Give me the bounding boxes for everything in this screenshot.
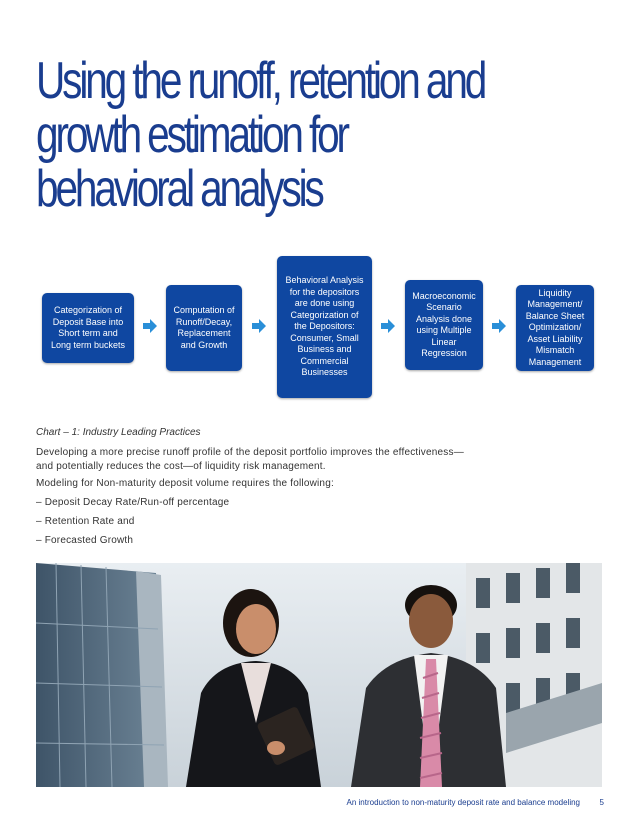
page-number: 5 [599,798,604,807]
title-line-1: Using the runoff, retention and [36,52,485,110]
flow-step-4: Macroeconomic Scenario Analysis done using Multiple Linear Regression [405,280,483,370]
arrow-right-icon [380,318,396,334]
footer-text: An introduction to non-maturity deposit rate and balance modeling [346,798,580,807]
business-people-photo [36,563,602,787]
flow-step-3: Behavioral Analysis for the depositors are done using Categorization of the Depositors: Consumer, Small Business and Commercial Businesses [277,256,372,398]
arrow-right-icon [251,318,267,334]
body-paragraph-2: Modeling for Non-maturity deposit volume requires the following: [36,478,334,489]
flow-step-5: Liquidity Management/ Balance Sheet Optimization/ Asset Liability Mismatch Management [516,285,594,371]
arrow-right-icon [142,318,158,334]
photo-illustration [36,563,602,787]
chart-caption: Chart – 1: Industry Leading Practices [36,427,201,438]
list-item: – Forecasted Growth [36,535,134,546]
title-line-2: growth estimation for [36,106,347,164]
flow-step-1: Categorization of Deposit Base into Short term and Long term buckets [42,293,134,363]
list-item: – Deposit Decay Rate/Run-off percentage [36,497,230,508]
flow-step-2: Computation of Runoff/Decay, Replacement and Growth [166,285,242,371]
arrow-right-icon [491,318,507,334]
title-line-3: behavioral analysis [36,160,322,218]
body-paragraph-1: Developing a more precise runoff profile of the deposit portfolio improves the effectiveness—and potentially reduces the cost—of liquidity risk management. [36,447,464,472]
list-item: – Retention Rate and [36,516,135,527]
